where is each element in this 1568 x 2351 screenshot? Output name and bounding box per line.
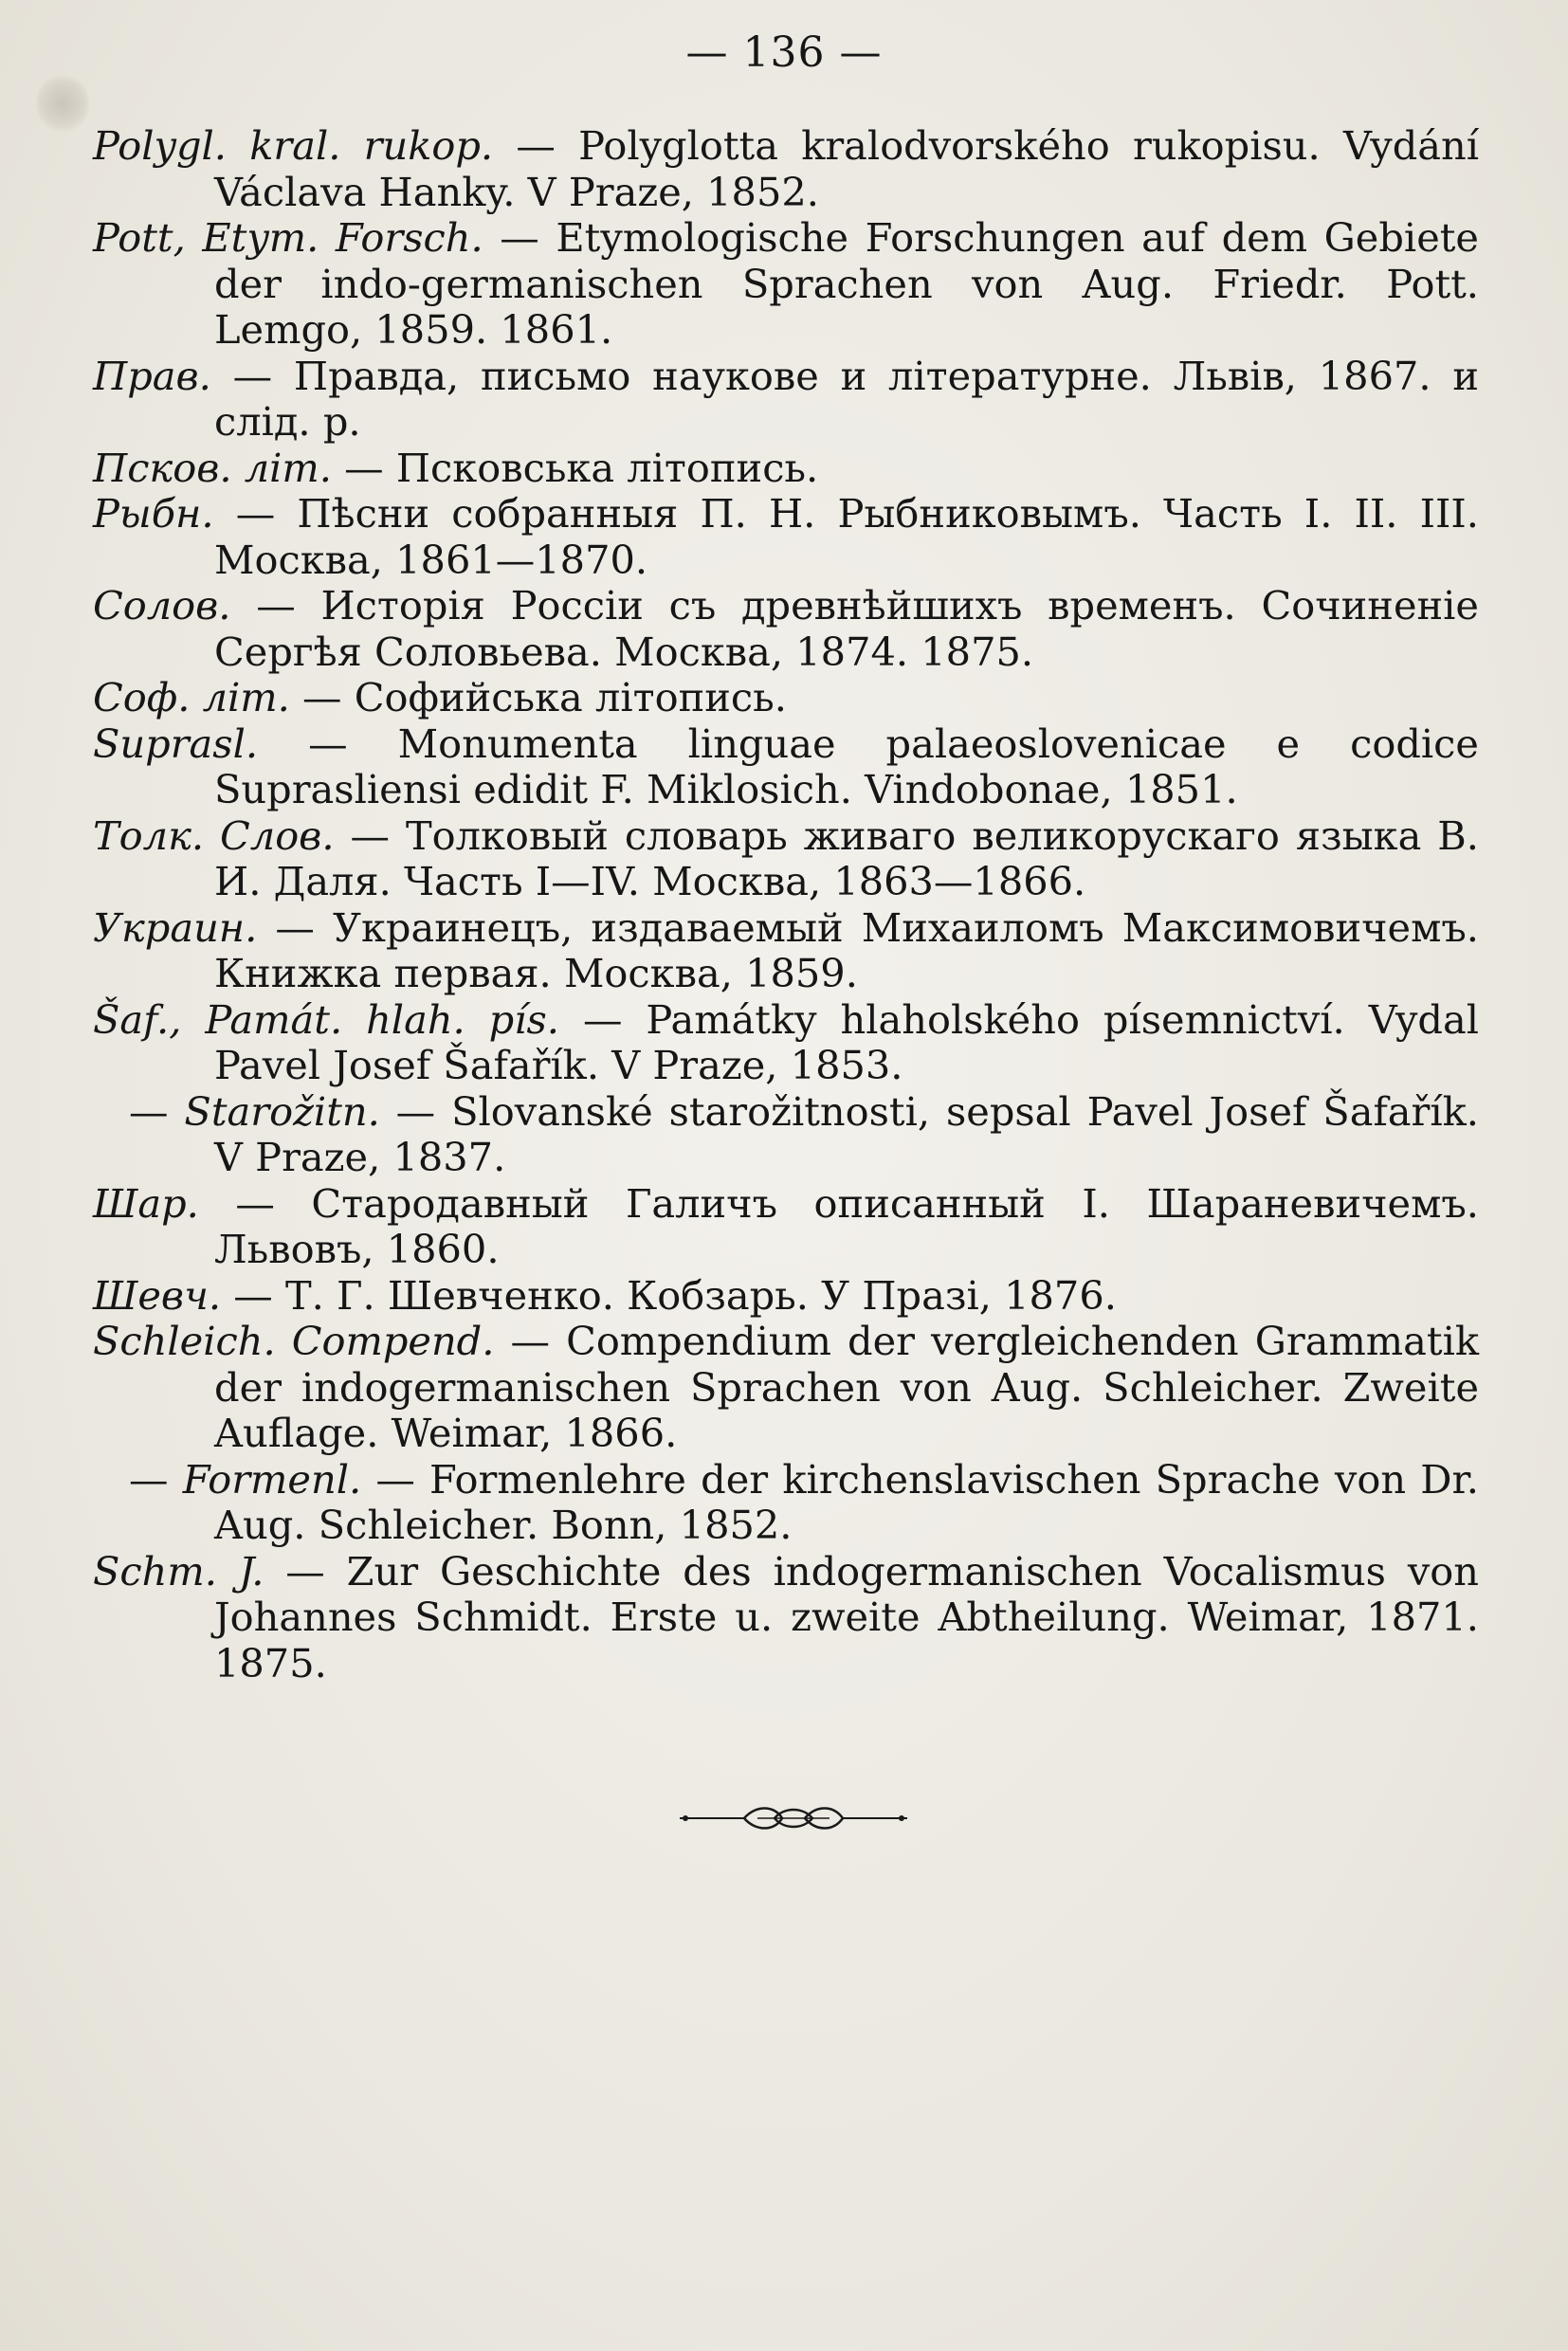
entry-abbreviation: Рыбн. [93,490,214,537]
bibliography-subentry [93,1089,1479,1181]
entry-text: — Památky hlaholského písemnictví. Vydal Pavel Josef Šafařík. V Praze, 1853. [214,995,1480,1088]
entry-text: — Толковый словарь живаго великорускаго языка В. И. Даля. Часть I—IV. Москва, 1863—1866. [214,811,1479,904]
ditto-dash: — [129,1087,185,1135]
entry-abbreviation: Polygl. kral. rukop. [93,122,494,169]
bibliography-entry [93,1273,1479,1320]
entry-text: — Стародавный Галичъ описанный І. Шараневичемъ. Львовъ, 1860. [198,1179,1479,1272]
bibliography-entry [93,675,1479,721]
entry-text: — Правда, письмо наукове и літературне. Львів, 1867. и слід. р. [210,352,1479,445]
entry-text: — Slovanské starožitnosti, sepsal Pavel Josef Šafařík. V Praze, 1837. [214,1087,1479,1180]
entry-text: — Polyglotta kralodvorského rukopisu. Vydání Václava Hanky. V Praze, 1852. [214,122,1479,215]
entry-abbreviation: Украин. [93,903,258,951]
entry-abbreviation: Pott, Etym. Forsch. [93,214,483,261]
bibliography-entry [93,1549,1479,1687]
entry-abbreviation: Шевч. [93,1271,222,1319]
entry-abbreviation: Соф. літ. [93,674,290,720]
bibliography-list [93,123,1479,1686]
entry-text: — Псковська літопись. [331,444,819,491]
entry-text: — Etymologische Forschungen auf dem Gebiete der indo-germanischen Sprachen von Aug. Friedr. Pott. Lemgo, 1859. 1861. [214,214,1479,353]
entry-abbreviation: Солов. [93,582,231,629]
bibliography-entry [93,997,1479,1089]
entry-abbreviation: Schm. J. [93,1547,264,1595]
ditto-dash: — [129,1455,183,1503]
entry-text: — Zur Geschichte des indogermanischen Vocalismus von Johannes Schmidt. Erste u. zweite Abtheilung. Weimar, 1871. 1875. [214,1547,1480,1686]
bibliography-entry [93,1181,1479,1273]
bibliography-entry [93,583,1479,675]
page-number: — 136 — [685,28,883,77]
entry-abbreviation: Schleich. Compend. [93,1318,495,1364]
bibliography-entry [93,123,1479,215]
entry-abbreviation: Шар. [93,1179,199,1227]
entry-text: — Compendium der vergleichenden Grammatik der indogermanischen Sprachen von Aug. Schleicher. Zweite Auflage. Weimar, 1866. [214,1318,1479,1456]
bibliography-entry [93,721,1479,813]
entry-abbreviation: Прав. [93,352,211,399]
entry-abbreviation: Псков. літ. [93,444,332,491]
bibliography-entry [93,1319,1479,1457]
entry-text: — Украинецъ, издаваемый Михаиломъ Максимовичемъ. Книжка первая. Москва, 1859. [214,903,1479,996]
paper-stain [36,74,89,133]
entry-text: — Пѣсни собранныя П. Н. Рыбниковымъ. Часть I. II. III. Москва, 1861—1870. [213,490,1479,583]
tailpiece-ornament-icon [680,1799,907,1837]
entry-text: — Софийська літопись. [289,674,787,720]
entry-text: — Исторія Россіи съ древнѣйшихъ временъ. Сочиненіе Сергѣя Соловьева. Москва, 1874. 1875. [214,582,1479,675]
bibliography-entry [93,354,1479,446]
bibliography-entry [93,813,1479,905]
entry-abbreviation: Толк. Слов. [93,811,335,859]
entry-abbreviation: Formenl. [182,1455,362,1503]
bibliography-entry [93,446,1479,492]
entry-abbreviation: Suprasl. [93,720,259,767]
bibliography-entry [93,905,1479,997]
entry-abbreviation: Starožitn. [184,1087,380,1135]
entry-text: — Formenlehre der kirchenslavischen Sprache von Dr. Aug. Schleicher. Bonn, 1852. [214,1455,1479,1548]
bibliography-subentry [93,1457,1479,1549]
entry-text: — Monumenta linguae palaeoslovenicae e codice Suprasliensi edidit F. Miklosich. Vindobonae, 1851. [214,720,1479,812]
entry-abbreviation: Šaf., Památ. hlah. pís. [93,995,560,1043]
entry-text: — Т. Г. Шевченко. Кобзарь. У Празі, 1876. [221,1271,1117,1319]
bibliography-entry [93,491,1479,583]
bibliography-entry [93,215,1479,354]
